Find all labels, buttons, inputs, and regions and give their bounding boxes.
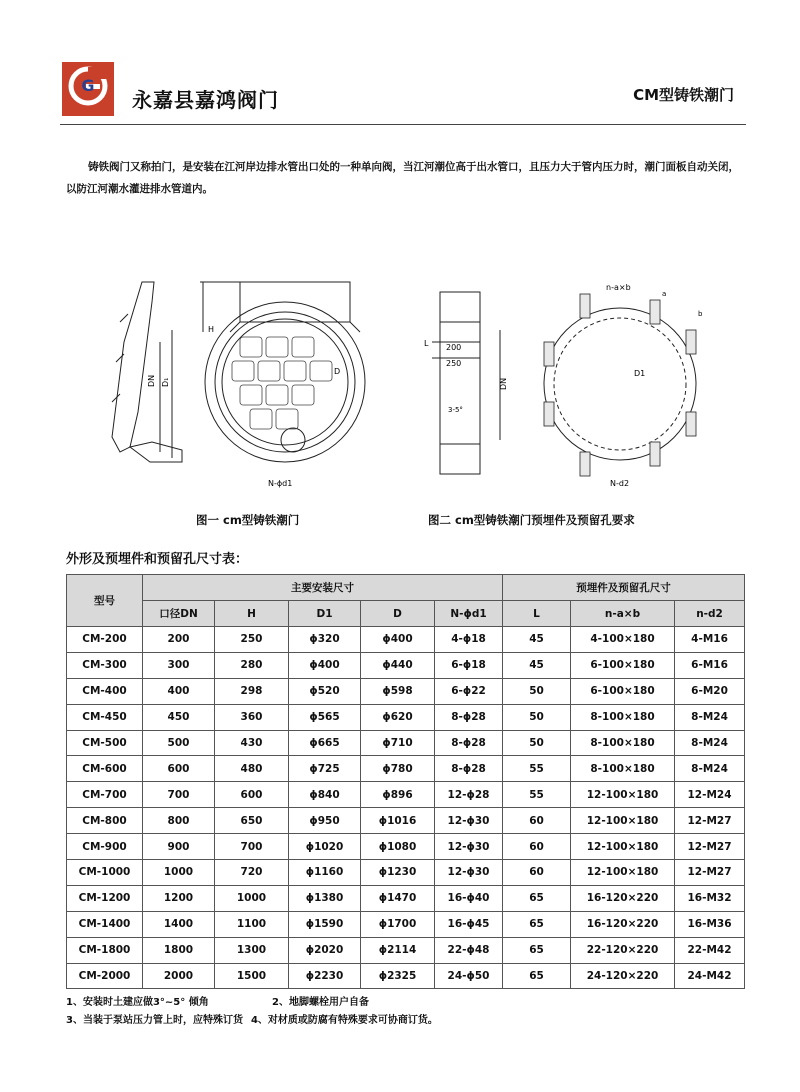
value-cell: 60	[503, 860, 571, 886]
value-cell: 12-100×180	[571, 834, 675, 860]
model-cell: CM-400	[67, 678, 143, 704]
fig2-a-label: a	[662, 290, 667, 298]
value-cell: 50	[503, 704, 571, 730]
value-cell: 55	[503, 782, 571, 808]
table-row	[67, 704, 745, 730]
value-cell: 50	[503, 730, 571, 756]
value-cell: ϕ2114	[361, 937, 435, 963]
value-cell: ϕ1470	[361, 885, 435, 911]
value-cell: 298	[215, 678, 289, 704]
value-cell: 650	[215, 808, 289, 834]
value-cell: ϕ440	[361, 652, 435, 678]
model-cell: CM-800	[67, 808, 143, 834]
table-row	[67, 730, 745, 756]
value-cell: 55	[503, 756, 571, 782]
value-cell: 250	[215, 627, 289, 653]
value-cell: 1500	[215, 963, 289, 989]
value-cell: 2000	[143, 963, 215, 989]
value-cell: ϕ710	[361, 730, 435, 756]
value-cell: 700	[215, 834, 289, 860]
value-cell: 8-M24	[675, 704, 745, 730]
table-body	[67, 627, 745, 989]
model-cell: CM-2000	[67, 963, 143, 989]
value-cell: ϕ1700	[361, 911, 435, 937]
col-header: D	[361, 601, 435, 627]
value-cell: 6-100×180	[571, 678, 675, 704]
value-cell: ϕ1160	[289, 860, 361, 886]
model-cell: CM-450	[67, 704, 143, 730]
model-cell: CM-300	[67, 652, 143, 678]
value-cell: 6-ϕ22	[435, 678, 503, 704]
value-cell: 12-ϕ30	[435, 860, 503, 886]
value-cell: 60	[503, 834, 571, 860]
value-cell: 720	[215, 860, 289, 886]
fig1-h-label: H	[208, 325, 215, 334]
model-cell: CM-1200	[67, 885, 143, 911]
value-cell: 24-ϕ50	[435, 963, 503, 989]
fig2-d1-label: D1	[634, 369, 646, 378]
value-cell: ϕ665	[289, 730, 361, 756]
model-cell: CM-1400	[67, 911, 143, 937]
value-cell: ϕ320	[289, 627, 361, 653]
value-cell: 12-ϕ30	[435, 834, 503, 860]
value-cell: ϕ565	[289, 704, 361, 730]
value-cell: ϕ520	[289, 678, 361, 704]
value-cell: 6-100×180	[571, 652, 675, 678]
value-cell: 22-ϕ48	[435, 937, 503, 963]
value-cell: 360	[215, 704, 289, 730]
value-cell: ϕ2325	[361, 963, 435, 989]
value-cell: 22-120×220	[571, 937, 675, 963]
header-group-embed: 预埋件及预留孔尺寸	[503, 575, 745, 601]
header-divider	[60, 124, 746, 125]
value-cell: 8-ϕ28	[435, 730, 503, 756]
table-row	[67, 963, 745, 989]
value-cell: 45	[503, 627, 571, 653]
fig2-b-label: b	[698, 310, 703, 318]
col-header: D1	[289, 601, 361, 627]
col-header: 口径DN	[143, 601, 215, 627]
table-row	[67, 756, 745, 782]
value-cell: 300	[143, 652, 215, 678]
value-cell: 12-100×180	[571, 782, 675, 808]
value-cell: 8-ϕ28	[435, 756, 503, 782]
value-cell: ϕ1230	[361, 860, 435, 886]
value-cell: ϕ1020	[289, 834, 361, 860]
fig1-d1-side-label: D₁	[161, 377, 170, 387]
fig2-nd2-label: N-d2	[610, 479, 630, 488]
value-cell: 1000	[143, 860, 215, 886]
model-cell: CM-1000	[67, 860, 143, 886]
table-row	[67, 834, 745, 860]
value-cell: 200	[143, 627, 215, 653]
value-cell: 16-ϕ40	[435, 885, 503, 911]
model-cell: CM-700	[67, 782, 143, 808]
value-cell: ϕ780	[361, 756, 435, 782]
header-model: 型号	[67, 575, 143, 627]
value-cell: ϕ598	[361, 678, 435, 704]
value-cell: 6-ϕ18	[435, 652, 503, 678]
value-cell: 12-M27	[675, 860, 745, 886]
value-cell: 400	[143, 678, 215, 704]
note-1: 1、安装时土建应做3°~5° 倾角	[66, 997, 209, 1008]
table-row	[67, 808, 745, 834]
value-cell: 450	[143, 704, 215, 730]
value-cell: 8-M24	[675, 756, 745, 782]
model-cell: CM-500	[67, 730, 143, 756]
value-cell: 280	[215, 652, 289, 678]
col-header: n-a×b	[571, 601, 675, 627]
logo-letter: G	[81, 76, 95, 95]
value-cell: 16-M32	[675, 885, 745, 911]
col-header: H	[215, 601, 289, 627]
note-4: 4、对材质或防腐有特殊要求可协商订货。	[250, 1015, 438, 1026]
company-logo	[62, 62, 114, 116]
fig2-slope-label: 3-5°	[448, 406, 463, 414]
value-cell: ϕ400	[361, 627, 435, 653]
value-cell: 65	[503, 911, 571, 937]
value-cell: 900	[143, 834, 215, 860]
dimension-table	[66, 574, 745, 989]
value-cell: 24-120×220	[571, 963, 675, 989]
value-cell: 12-ϕ30	[435, 808, 503, 834]
value-cell: 12-M27	[675, 834, 745, 860]
table-row	[67, 937, 745, 963]
note-2: 2、地脚螺栓用户自备	[272, 997, 369, 1008]
value-cell: 50	[503, 678, 571, 704]
fig2-200-label: 200	[446, 343, 462, 352]
value-cell: 60	[503, 808, 571, 834]
value-cell: 1100	[215, 911, 289, 937]
value-cell: ϕ2230	[289, 963, 361, 989]
value-cell: 12-ϕ28	[435, 782, 503, 808]
value-cell: 16-120×220	[571, 911, 675, 937]
model-cell: CM-900	[67, 834, 143, 860]
value-cell: 1000	[215, 885, 289, 911]
value-cell: 1300	[215, 937, 289, 963]
value-cell: ϕ840	[289, 782, 361, 808]
value-cell: 600	[215, 782, 289, 808]
value-cell: 800	[143, 808, 215, 834]
table-title: 外形及预埋件和预留孔尺寸表：	[66, 552, 249, 567]
value-cell: 4-ϕ18	[435, 627, 503, 653]
company-name: 永嘉县嘉鸿阀门	[132, 88, 279, 112]
table-row	[67, 911, 745, 937]
fig2-dn-label: DN	[499, 377, 508, 390]
fig1-dn-label: DN	[147, 374, 156, 387]
value-cell: 1400	[143, 911, 215, 937]
header-group-install: 主要安装尺寸	[143, 575, 503, 601]
table-row	[67, 885, 745, 911]
value-cell: 16-120×220	[571, 885, 675, 911]
model-cell: CM-1800	[67, 937, 143, 963]
value-cell: ϕ1016	[361, 808, 435, 834]
value-cell: ϕ2020	[289, 937, 361, 963]
model-cell: CM-200	[67, 627, 143, 653]
value-cell: 4-M16	[675, 627, 745, 653]
value-cell: 1800	[143, 937, 215, 963]
model-cell: CM-600	[67, 756, 143, 782]
figure-2-caption: 图二 cm型铸铁潮门预埋件及预留孔要求	[428, 513, 635, 527]
value-cell: ϕ725	[289, 756, 361, 782]
value-cell: ϕ1380	[289, 885, 361, 911]
value-cell: 12-100×180	[571, 860, 675, 886]
fig1-d-label: D	[334, 367, 341, 376]
note-3: 3、当装于泵站压力管上时，应特殊订货	[66, 1015, 243, 1026]
value-cell: ϕ620	[361, 704, 435, 730]
value-cell: 1200	[143, 885, 215, 911]
value-cell: 65	[503, 937, 571, 963]
fig2-l-label: L	[424, 339, 429, 348]
value-cell: 8-100×180	[571, 730, 675, 756]
table-row	[67, 652, 745, 678]
table-row	[67, 860, 745, 886]
value-cell: 22-M42	[675, 937, 745, 963]
value-cell: 8-100×180	[571, 704, 675, 730]
value-cell: 480	[215, 756, 289, 782]
figure-2-drawing	[410, 262, 730, 502]
value-cell: ϕ896	[361, 782, 435, 808]
table-row	[67, 627, 745, 653]
value-cell: ϕ400	[289, 652, 361, 678]
value-cell: 500	[143, 730, 215, 756]
value-cell: 65	[503, 963, 571, 989]
fig1-nd1-label: N-ϕd1	[268, 479, 293, 488]
col-header: N-ϕd1	[435, 601, 503, 627]
value-cell: 12-M27	[675, 808, 745, 834]
product-title: CM型铸铁潮门	[633, 86, 734, 104]
value-cell: 4-100×180	[571, 627, 675, 653]
value-cell: 8-100×180	[571, 756, 675, 782]
value-cell: 45	[503, 652, 571, 678]
value-cell: 65	[503, 885, 571, 911]
value-cell: 12-M24	[675, 782, 745, 808]
figure-1-caption: 图一 cm型铸铁潮门	[196, 513, 300, 527]
figure-1-drawing	[90, 262, 400, 502]
value-cell: 430	[215, 730, 289, 756]
table-row	[67, 678, 745, 704]
value-cell: 24-M42	[675, 963, 745, 989]
value-cell: ϕ1080	[361, 834, 435, 860]
value-cell: 8-M24	[675, 730, 745, 756]
value-cell: 16-ϕ45	[435, 911, 503, 937]
value-cell: 700	[143, 782, 215, 808]
value-cell: 6-M20	[675, 678, 745, 704]
intro-paragraph: 铸铁阀门又称拍门，是安装在江河岸边排水管出口处的一种单向阀，当江河潮位高于出水管口，且压力大于管内压力时，潮门面板自动关闭，以防江河潮水灌进排水管道内。	[66, 161, 739, 195]
col-header: n-d2	[675, 601, 745, 627]
col-header: L	[503, 601, 571, 627]
value-cell: 16-M36	[675, 911, 745, 937]
value-cell: ϕ1590	[289, 911, 361, 937]
value-cell: ϕ950	[289, 808, 361, 834]
fig2-nab-label: n-a×b	[606, 283, 631, 292]
value-cell: 600	[143, 756, 215, 782]
notes	[66, 994, 438, 1030]
value-cell: 6-M16	[675, 652, 745, 678]
value-cell: 12-100×180	[571, 808, 675, 834]
value-cell: 8-ϕ28	[435, 704, 503, 730]
table-row	[67, 782, 745, 808]
fig2-250-label: 250	[446, 359, 462, 368]
